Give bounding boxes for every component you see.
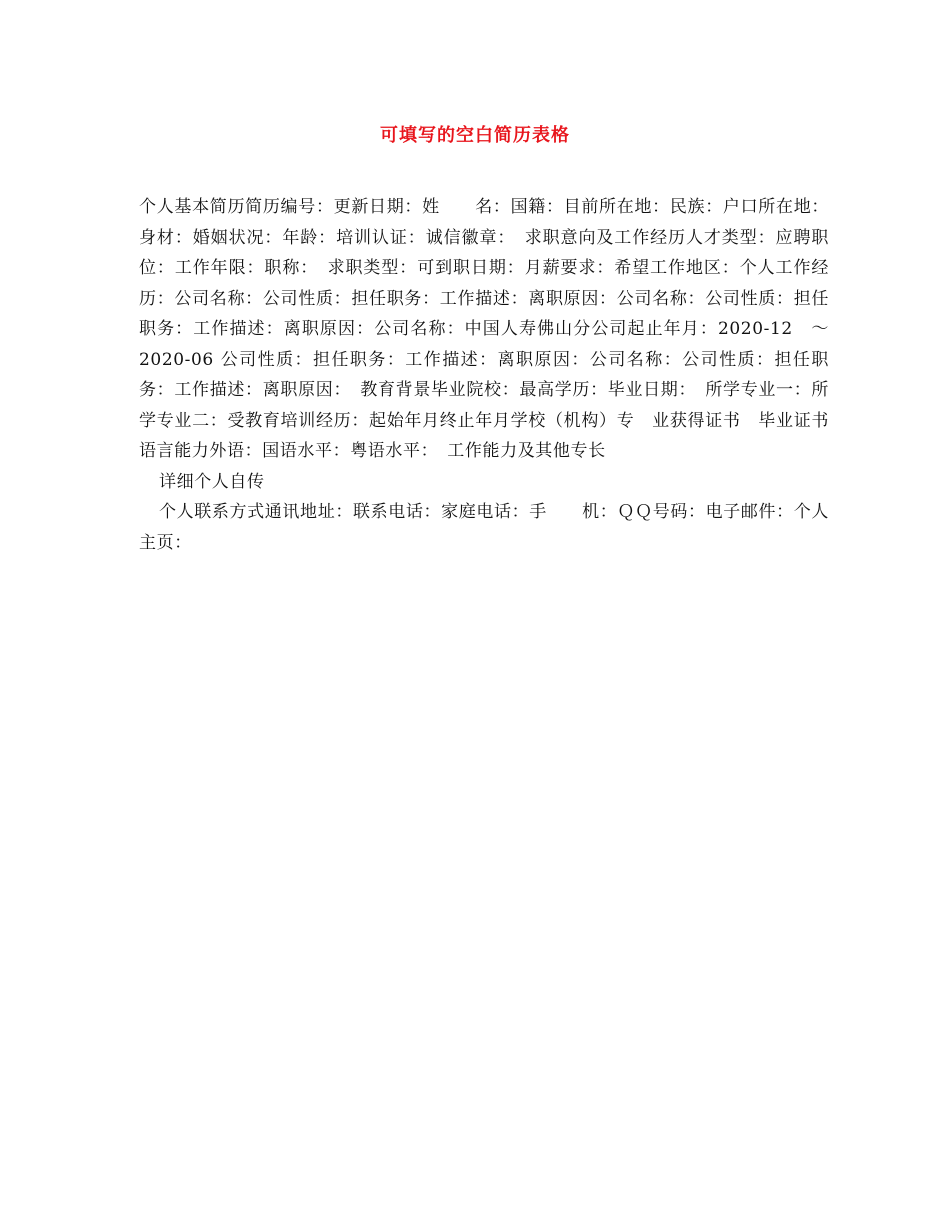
document-title: 可填写的空白简历表格 xyxy=(380,125,570,146)
contact-info-paragraph: 个人联系方式通讯地址：联系电话：家庭电话：手 机：ＱＱ号码：电子邮件：个人主页： xyxy=(139,502,829,553)
resume-fields-paragraph: 个人基本简历简历编号：更新日期：姓 名：国籍：目前所在地：民族：户口所在地：身材：婚姻状况：年龄：培训认证：诚信徽章： 求职意向及工作经历人才类型：应聘职位：工作年限：职称： 求职类型：可到职日期：月薪要求：希望工作地区：个人工作经历：公司名称：公司性质：担任职务：工作描述：离职原因：公司名称：公司性质：担任职务：工作描述：离职原因：公司名称：中国人寿佛山分公司起止年月：2020-12 ～ 2020-06 公司性质：担任职务：工作描述：离职原因：公司名称：公司性质：担任职务：工作描述：离职原因： 教育背景毕业院校：最高学历：毕业日期： 所学专业一：所学专业二：受教育培训经历：起始年月终止年月学校（机构）专 业获得证书 毕业证书 语言能力外语：国语水平：粤语水平： 工作能力及其他专长 xyxy=(139,197,847,461)
autobiography-heading: 详细个人自传 xyxy=(159,471,265,492)
document-body xyxy=(139,192,847,558)
